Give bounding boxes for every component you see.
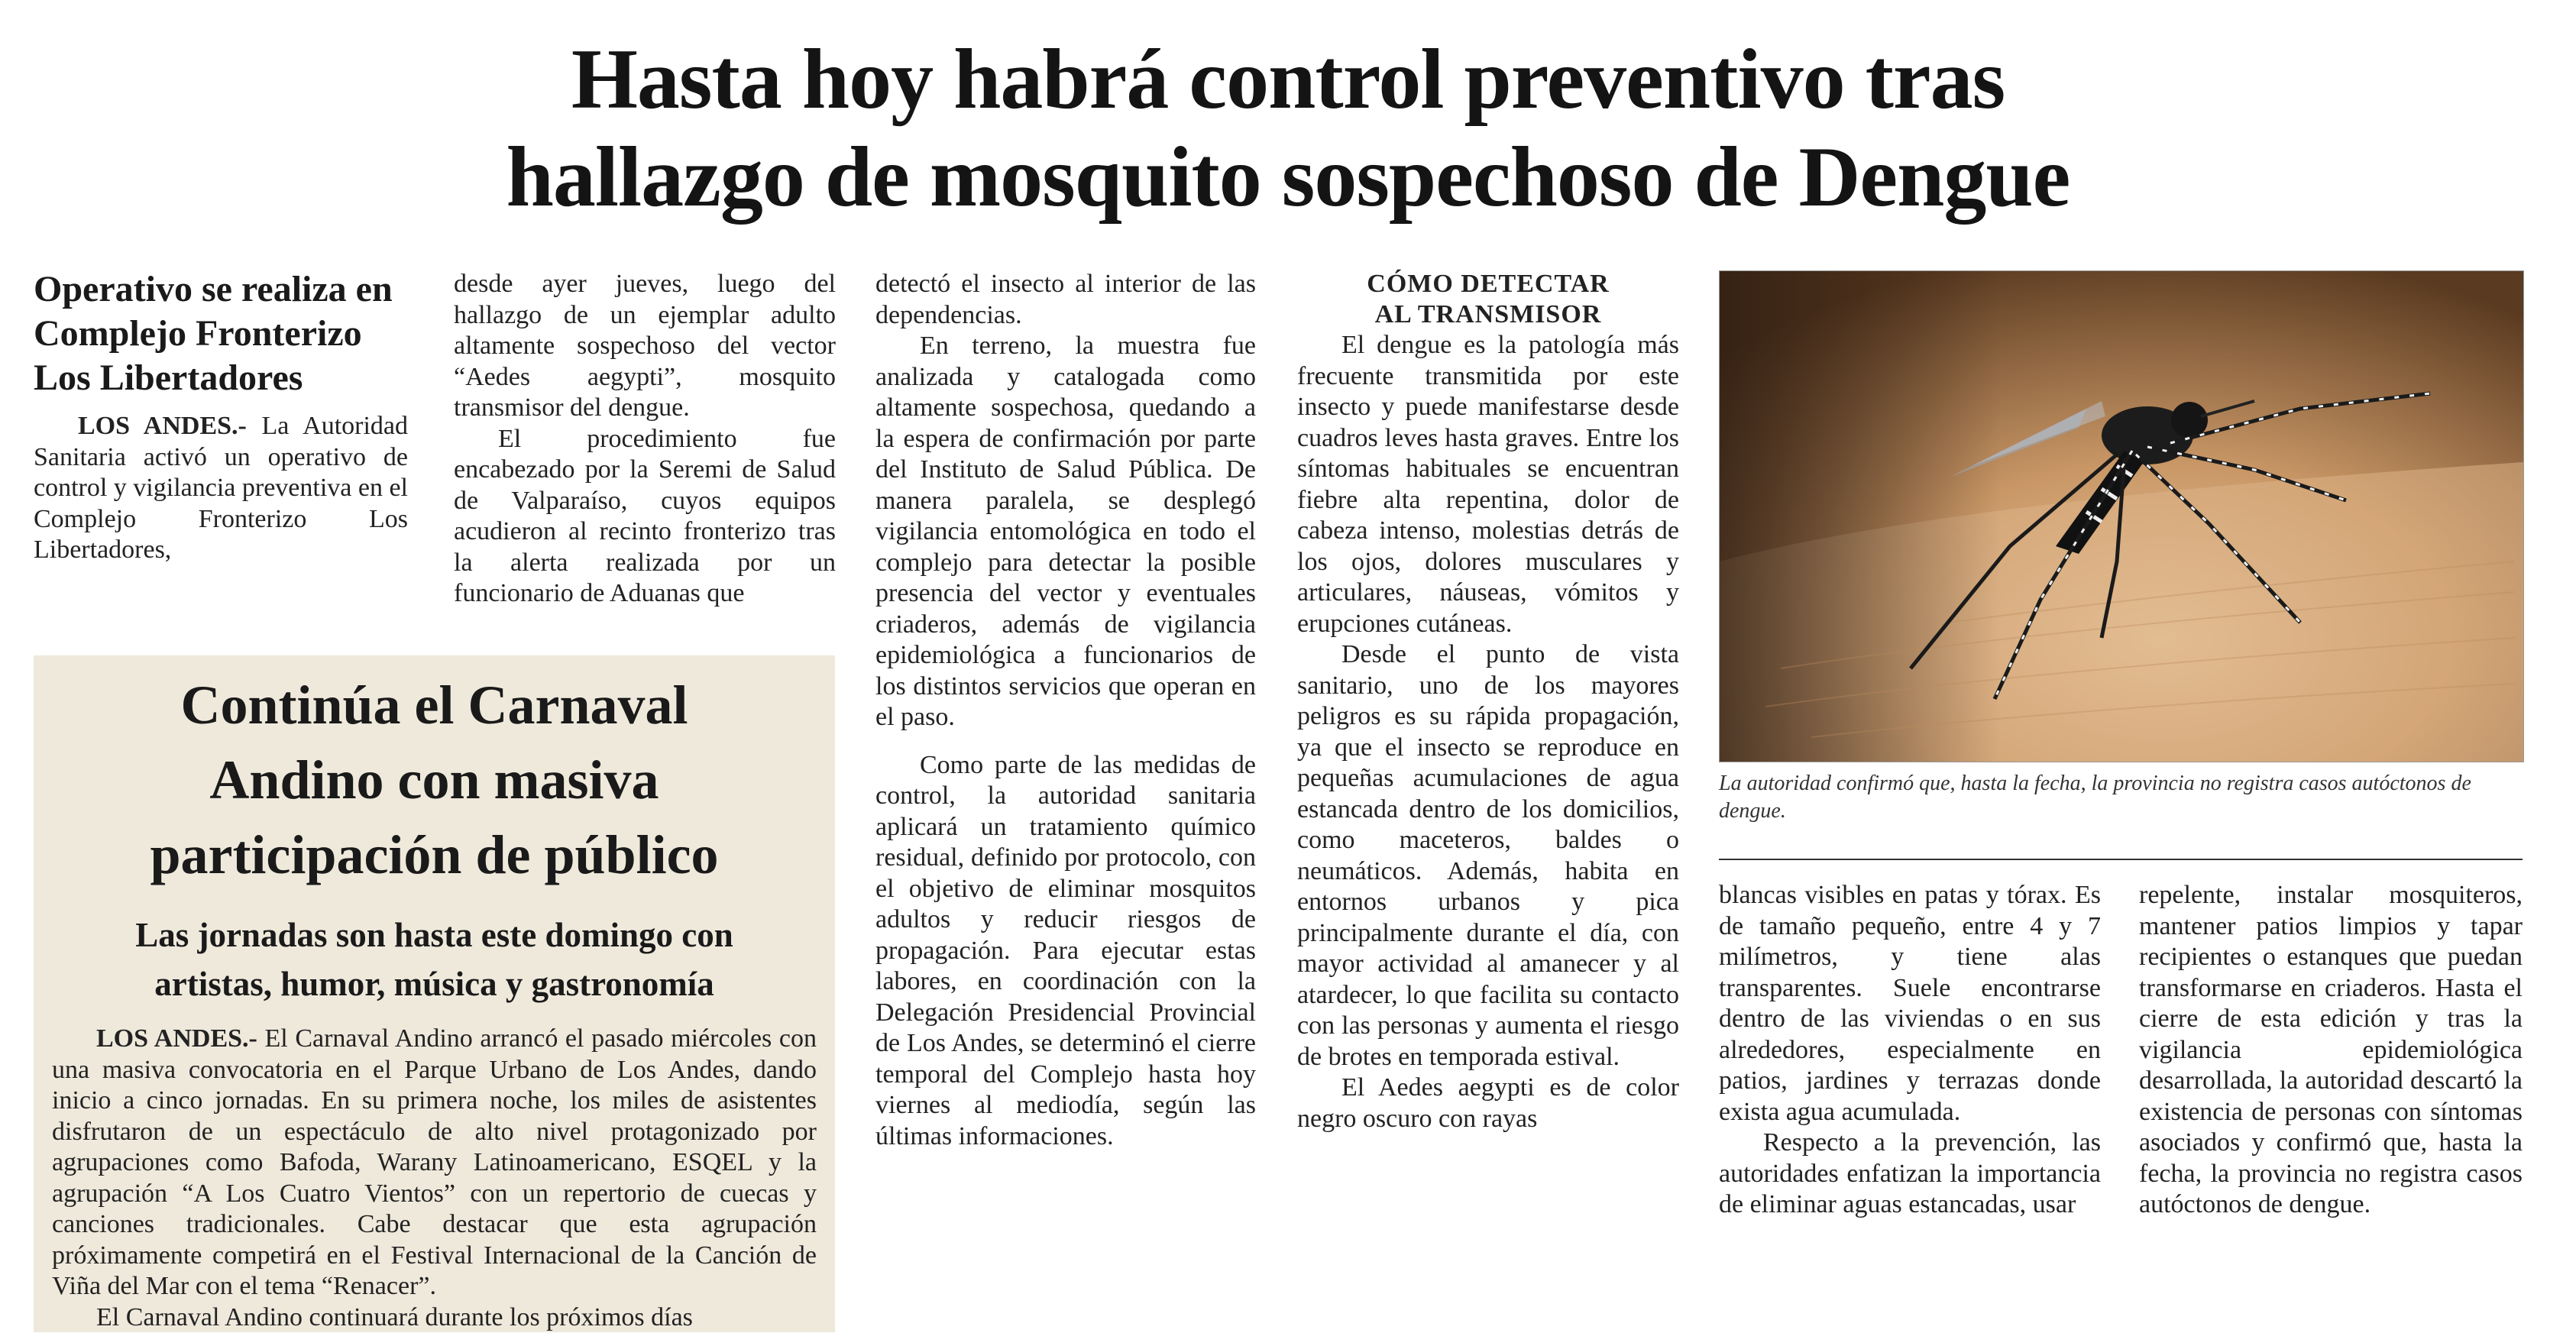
sidebar-subtitle xyxy=(34,911,835,1008)
column-3-paragraph-1: detectó el insecto al interior de las dependencias. xyxy=(875,269,1256,331)
article-dateline: LOS ANDES.- xyxy=(78,412,247,440)
column-2-paragraph-2: El procedimiento fue encabezado por la Seremi de Salud de Valparaíso, cuyos equipos acudieron al recinto fronterizo tras la alerta realizada por un funcionario de Aduanas que xyxy=(454,424,836,610)
sidebar-box xyxy=(34,655,835,1332)
sidebar-subtitle-line-2: artistas, humor, música y gastronomía xyxy=(34,959,835,1008)
sidebar-body xyxy=(34,1024,835,1333)
sidebar-paragraph-1: El Carnaval Andino arrancó el pasado miércoles con una masiva convocatoria en el Parque Urbano de Los Andes, dando inicio a cinco jornadas. En su primera noche, los miles de asistentes disfrutaron de un espectáculo de alto nivel protagonizado por agrupaciones como Bafoda, Warany Latinoamericano, ESQEL y la agrupación “A Los Cuatro Vientos” con un repertorio de cuecas y canciones tradicionales. Cabe destacar que esta agrupación próximamente competirá en el Festival Internacional de la Canción de Viña del Mar con el tema “Renacer”. xyxy=(52,1024,817,1300)
column-5-paragraph-1: blancas visibles en patas y tórax. Es de tamaño pequeño, entre 4 y 7 milímetros, y tiene alas transparentes. Suele encontrarse dentro de las viviendas o en sus alrededores, especialmente en patios, jardines y terrazas donde exista agua acumulada. xyxy=(1719,880,2101,1128)
sidebar-subtitle-line-1: Las jornadas son hasta este domingo con xyxy=(34,911,835,959)
column-1-body xyxy=(34,411,408,566)
column-1-text: La Autoridad Sanitaria activó un operativo de control y vigilancia preventiva en el Complejo Fronterizo Los Libertadores, xyxy=(34,412,408,564)
sidebar-title xyxy=(34,668,835,892)
column-4-paragraph-3: El Aedes aegypti es de color negro oscuro con rayas xyxy=(1297,1073,1679,1134)
sidebar-dateline: LOS ANDES.- xyxy=(96,1024,257,1053)
column-4-paragraph-1: El dengue es la patología más frecuente transmitida por este insecto y puede manifestarse desde cuadros leves hasta graves. Entre los síntomas habituales se encuentran fiebre alta repentina, dolor de cabeza intenso, molestias detrás de los ojos, dolores musculares y articulares, náuseas, vómitos y erupciones cutáneas. xyxy=(1297,330,1679,639)
sidebar-title-line-1: Continúa el Carnaval xyxy=(34,668,835,743)
section-heading-line-2: AL TRANSMISOR xyxy=(1297,299,1679,330)
sidebar-title-line-3: participación de público xyxy=(34,817,835,892)
column-1 xyxy=(34,267,408,566)
column-4 xyxy=(1297,269,1679,1134)
article-subhead: Operativo se realiza en Complejo Fronterizo Los Libertadores xyxy=(34,267,408,400)
column-4-paragraph-2: Desde el punto de vista sanitario, uno de los mayores peligros es su rápida propagación, ya que el insecto se reproduce en pequeñas acumulaciones de agua estancada dentro de los domicilios, como maceteros, baldes o neumáticos. Además, habita en entornos urbanos y pica principalmente durante el día, con mayor actividad al amanecer y al atardecer, lo que facilita su contacto con las personas y aumenta el riesgo de brotes en temporada estival. xyxy=(1297,639,1679,1073)
column-6 xyxy=(2139,880,2523,1221)
column-2 xyxy=(454,269,836,610)
section-heading xyxy=(1297,269,1679,330)
mosquito-photo xyxy=(1719,270,2524,762)
headline-line-2: hallazgo de mosquito sospechoso de Dengue xyxy=(0,128,2576,226)
headline-line-1: Hasta hoy habrá control preventivo tras xyxy=(0,31,2576,128)
photo-caption: La autoridad confirmó que, hasta la fecha, la provincia no registra casos autóctonos de dengue. xyxy=(1719,770,2523,825)
sidebar-paragraph-2: El Carnaval Andino continuará durante los próximos días xyxy=(52,1302,817,1333)
column-2-paragraph-1: desde ayer jueves, luego del hallazgo de un ejemplar adulto altamente sospechoso del vector “Aedes aegypti”, mosquito transmisor del dengue. xyxy=(454,269,836,424)
column-3-paragraph-3: Como parte de las medidas de control, la autoridad sanitaria aplicará un tratamiento químico residual, definido por protocolo, con el objetivo de eliminar mosquitos adultos y reducir riesgos de propagación. Para ejecutar estas labores, en coordinación con la Delegación Presidencial Provincial de Los Andes, se determinó el cierre temporal del Complejo hasta hoy viernes al mediodía, según las últimas informaciones. xyxy=(875,750,1256,1153)
mosquito-image xyxy=(1720,271,2523,762)
section-heading-line-1: CÓMO DETECTAR xyxy=(1297,269,1679,299)
sidebar-title-line-2: Andino con masiva xyxy=(34,743,835,817)
column-6-paragraph-1: repelente, instalar mosquiteros, mantener patios limpios y tapar recipientes o estanques que puedan transformarse en criaderos. Hasta el cierre de esta edición y tras la vigilancia epidemiológica desarrollada, la autoridad descartó la existencia de personas con síntomas asociados y confirmó que, hasta la fecha, la provincia no registra casos autóctonos de dengue. xyxy=(2139,880,2523,1221)
headline xyxy=(0,31,2576,226)
column-5 xyxy=(1719,880,2101,1221)
column-3 xyxy=(875,269,1256,1152)
column-3-paragraph-2: En terreno, la muestra fue analizada y catalogada como altamente sospechosa, quedando a la espera de confirmación por parte del Instituto de Salud Pública. De manera paralela, se desplegó vigilancia entomológica en todo el complejo para detectar la posible presencia del vector y eventuales criaderos, además de vigilancia epidemiológica a funcionarios de los distintos servicios que operan en el paso. xyxy=(875,331,1256,733)
column-5-paragraph-2: Respecto a la prevención, las autoridades enfatizan la importancia de eliminar aguas estancadas, usar xyxy=(1719,1128,2101,1221)
caption-divider xyxy=(1719,859,2523,860)
